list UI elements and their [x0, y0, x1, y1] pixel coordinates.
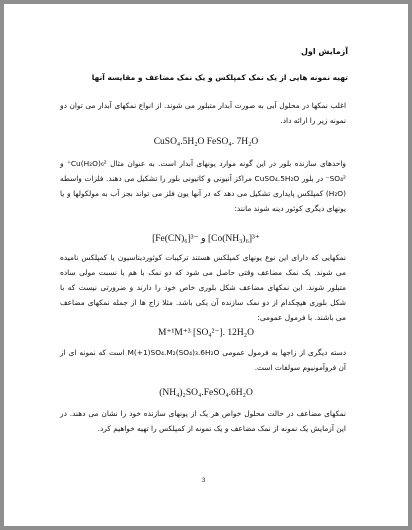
section-title: آزمایش اول	[300, 47, 348, 56]
paragraph-crystal-units: واحدهای سازنده بلور در این گونه موارد یونهای آبدار است. به عنوان مثال Cu(H₂O)₆²⁺ و SO₄²⁻ در بلور CuSO₄.5H₂O مراکز آنیونی و کاتیونی بلور را تشکیل می دهند. فلزات واسطه (H₂O) کمپلکس پایداری تشکیل می دهد که در آنها یون فلز می تواند بجز آب به مولکولها و یا یونهای دیگری کوئور دینه شوند مانند:	[60, 159, 347, 213]
formula-alum-general: M⁺¹M⁺³ [SO₄²⁻]. 12H₂O	[158, 328, 254, 338]
paragraph-alum-family: دسته دیگری از زاجها به فرمول عمومی M(+1)SO₄.M₂(SO₄)₃.6H₂O است که نمونه ای از آن فروآمونیوم سولفات است.	[60, 348, 347, 372]
paragraph-intro: اغلب نمکها در محلول آبی به صورت آبدار متبلور می شوند. از انواع نمکهای آبدار می توان دو نمونه زیر را ارائه داد.	[60, 101, 346, 125]
section-subtitle: تهیه نمونه هایی از یک نمک کمپلکس و یک نمک مضاعف و مقایسه آنها	[91, 73, 348, 82]
paragraph-double-salts: نمکهایی که دارای این نوع یونهای کمپلکس هستند ترکیبات کوئوردیناسیون یا کمپلکس نامیده می شوند. یک نمک مضاعف وقتی حاصل می شود که دو نمک با هم با نسبت مولی ساده متبلور شوند. این نمکهای مضاعف شکل بلوری خاص خود را دارند و ضرورتی نیست که با شکل بلوری هیچکدام از دو نمک سازنده آن یکی باشد. مثلا زاج ها از جمله نمکهای مضاعف می باشند. با فرمول عمومی:	[60, 253, 346, 322]
page-number: 3	[202, 478, 206, 484]
paragraph-experiment-goal: نمکهای مضاعف در حالت محلول خواص هر یک از یونهای سازنده خود را نشان می دهند. در این آزمایش یک نمونه از نمک مضاعف و یک نمونه از کمپلکس را تهیه خواهیم کرد.	[60, 409, 346, 433]
formula-ferrous-ammonium-sulfate: (NH₄)₂SO₄.FeSO₄.6H₂O	[159, 388, 253, 398]
formula-hydrated-salts: CuSO₄.5H₂O FeSO₄. 7H₂O	[153, 137, 259, 147]
formula-complex-ions: [Fe(CN)₆]³⁻ و [Co(NH₃)₆]³⁺	[152, 234, 260, 244]
document-page	[4, 4, 408, 526]
